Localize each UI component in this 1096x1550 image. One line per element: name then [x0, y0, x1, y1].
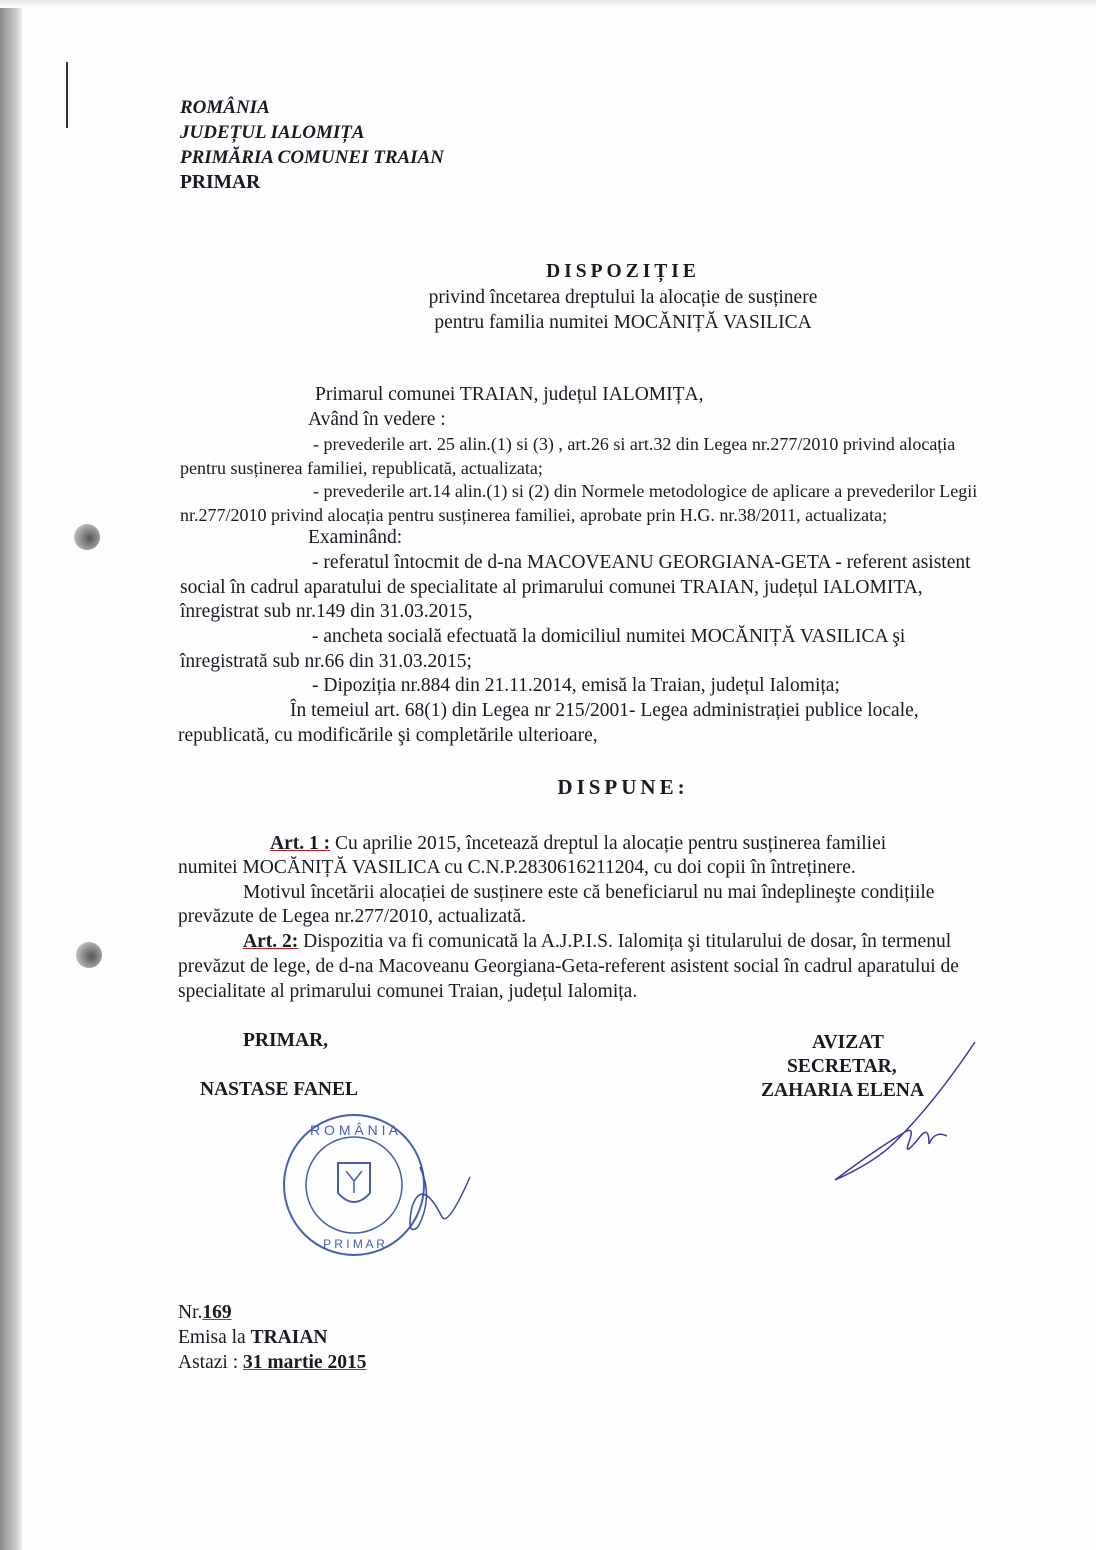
svg-text:R O M Â N I A: R O M Â N I A — [310, 1122, 398, 1138]
scan-mark — [66, 62, 68, 128]
preamble-line: pentru susținerea familiei, republicată, actualizata; — [180, 458, 543, 478]
preamble-line: În temeiul art. 68(1) din Legea nr 215/2001- Legea administrației publice locale, — [290, 700, 919, 721]
document-subtitle: pentru familia numitei MOCĂNIȚĂ VASILICA — [434, 312, 812, 333]
document-title: DISPOZIȚIE — [546, 261, 700, 282]
issue-date: Astazi : 31 martie 2015 — [178, 1352, 367, 1373]
preamble-line: - referatul întocmit de d-na MACOVEANU GEORGIANA-GETA - referent asistent — [312, 552, 971, 573]
article-2: Art. 2: Dispozitia va fi comunicată la A.J.P.I.S. Ialomița şi titularului de dosar, în termenul — [243, 931, 952, 952]
article-1-line: numitei MOCĂNIȚĂ VASILICA cu C.N.P.2830616211204, cu doi copii în întreținere. — [178, 857, 856, 878]
preamble-line: Examinând: — [308, 527, 403, 548]
svg-text:P R I M A R: P R I M A R — [323, 1237, 385, 1251]
header-country: ROMÂNIA — [180, 97, 270, 118]
preamble-line: - prevederile art. 25 alin.(1) si (3) , art.26 si art.32 din Legea nr.277/2010 privind alocația — [313, 434, 956, 454]
document-subtitle: privind încetarea dreptului la alocație de susținere — [428, 287, 818, 308]
preamble-line: nr.277/2010 privind alocația pentru susținerea familiei, aprobate prin H.G. nr.38/2011, actualizata; — [180, 505, 888, 525]
mayor-title: PRIMAR, — [243, 1030, 329, 1051]
approved-label: AVIZAT — [812, 1032, 884, 1053]
punch-hole — [76, 942, 102, 968]
header-mayor: PRIMAR — [180, 172, 261, 193]
preamble-line: - Dipoziția nr.884 din 21.11.2014, emisă la Traian, județul Ialomița; — [312, 675, 840, 696]
article-1: Art. 1 : Cu aprilie 2015, încetează dreptul la alocație pentru susținerea familiei — [270, 833, 887, 854]
preamble-line: republicată, cu modificările şi completările ulterioare, — [178, 725, 598, 746]
punch-hole — [74, 524, 100, 550]
reason-line: Motivul încetării alocației de susținere este că beneficiarul nu mai îndeplineşte condițiile — [243, 882, 935, 903]
article-2-label: Art. 2: — [243, 931, 299, 952]
preamble-line: - ancheta socială efectuată la domiciliul numitei MOCĂNIȚĂ VASILICA şi — [312, 626, 906, 647]
official-stamp — [280, 1105, 480, 1275]
article-2-line: prevăzut de lege, de d-na Macoveanu Georgiana-Geta-referent asistent social în cadrul aparatului de — [178, 956, 959, 977]
preamble-line: Primarul comunei TRAIAN, județul IALOMIȚA, — [315, 384, 704, 405]
mayor-name: NASTASE FANEL — [200, 1079, 359, 1100]
issued-at: Emisa la TRAIAN — [178, 1327, 328, 1348]
secretary-name: ZAHARIA ELENA — [761, 1080, 925, 1101]
header-town-hall: PRIMĂRIA COMUNEI TRAIAN — [180, 147, 444, 168]
scan-top-edge — [0, 0, 1096, 8]
secretary-title: SECRETAR, — [787, 1056, 897, 1077]
document-number: Nr.169 — [178, 1302, 232, 1323]
article-2-line: specialitate al primarului comunei Traian, județul Ialomița. — [178, 981, 638, 1002]
preamble-line: înregistrat sub nr.149 din 31.03.2015, — [180, 601, 473, 622]
preamble-line: social în cadrul aparatului de specialitate al primarului comunei TRAIAN, județul IALOMITA, — [180, 577, 923, 598]
preamble-line: înregistrată sub nr.66 din 31.03.2015; — [180, 651, 472, 672]
preamble-line: - prevederile art.14 alin.(1) si (2) din Normele metodologice de aplicare a prevederilor Legii — [313, 481, 978, 501]
preamble-line: Având în vedere : — [308, 409, 446, 430]
dispune-heading: DISPUNE: — [557, 775, 689, 799]
header-county: JUDEȚUL IALOMIȚA — [180, 122, 365, 143]
article-1-label: Art. 1 : — [270, 833, 331, 854]
reason-line: prevăzute de Legea nr.277/2010, actualizată. — [178, 906, 527, 927]
secretary-signature — [820, 1040, 980, 1190]
